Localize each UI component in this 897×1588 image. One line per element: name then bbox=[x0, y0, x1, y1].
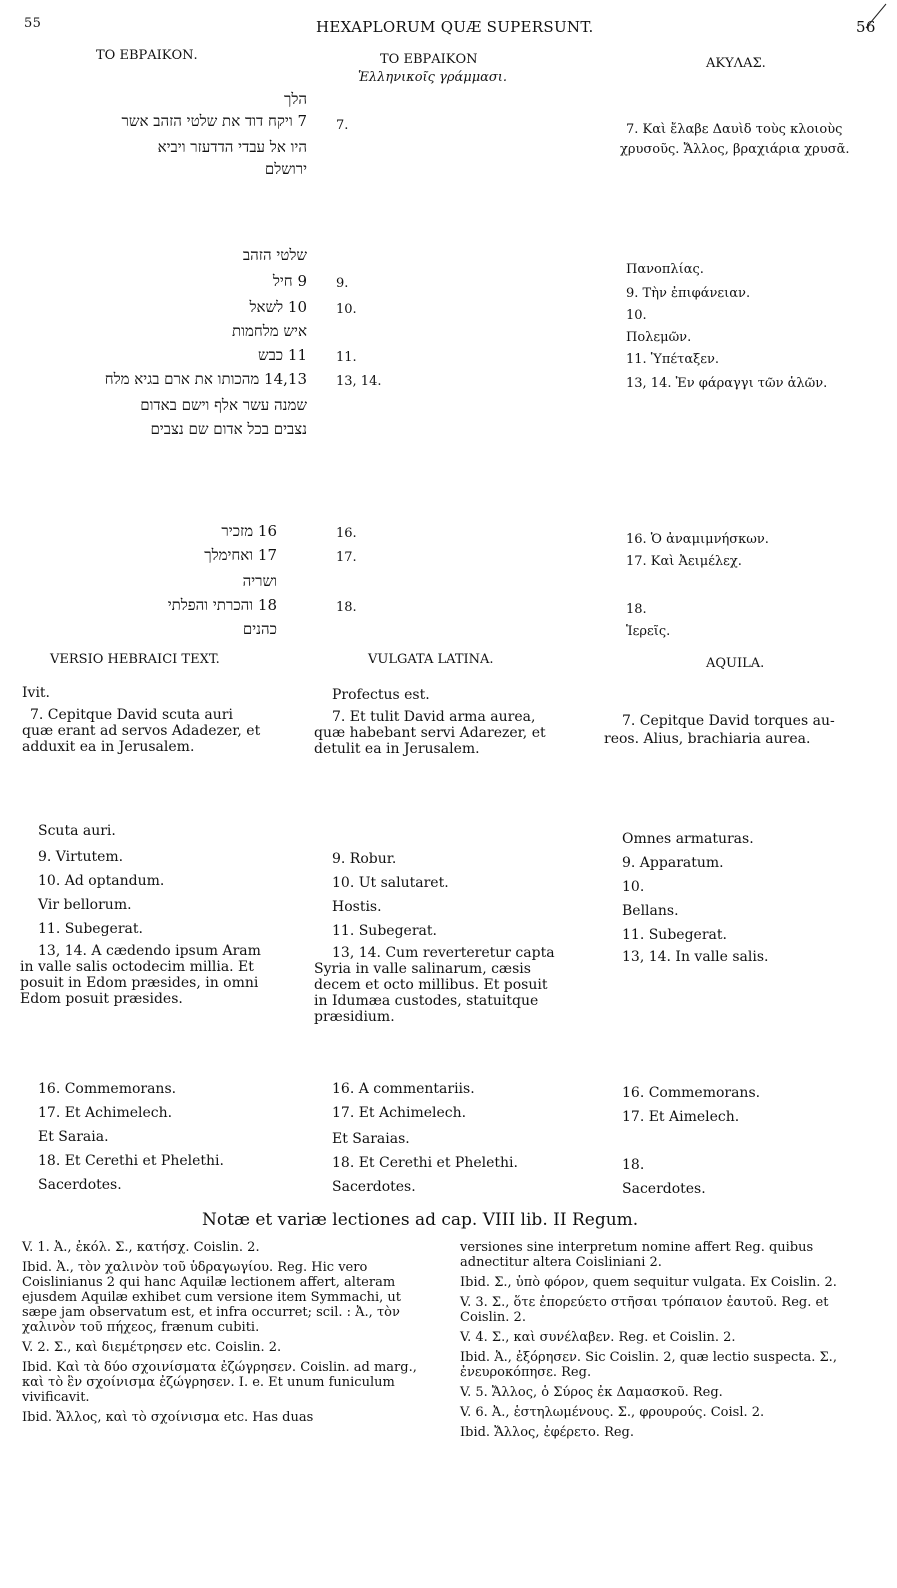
aquila-line: 9. Τὴν ἐπιφάνειαν. bbox=[626, 286, 751, 301]
latin-line: 9. Apparatum. bbox=[622, 855, 724, 871]
latin-line: 10. Ut salutaret. bbox=[332, 875, 449, 891]
note-paragraph: Ibid. Ἄλλος, ἐφέρετο. Reg. bbox=[460, 1425, 635, 1440]
aquila-line: χρυσοῦς. Ἄλλος, βραχιάρια χρυσᾶ. bbox=[620, 142, 850, 157]
latin-line: 18. Et Cerethi et Phelethi. bbox=[332, 1155, 518, 1171]
latin-line: 13, 14. Cum reverteretur capta bbox=[332, 945, 555, 961]
note-paragraph: Ibid. Ἀ., ἐξόρησεν. Sic Coislin. 2, quæ lectio suspecta. Σ., ἐνευροκόπησε. Reg. bbox=[460, 1350, 837, 1380]
note-paragraph: Ibid. Σ., ὑπὸ φόρον, quem sequitur vulgata. Ex Coislin. 2. bbox=[460, 1275, 837, 1290]
latin-line: quæ erant ad servos Adadezer, et bbox=[22, 723, 261, 739]
heading-vulgata: VULGATA LATINA. bbox=[368, 652, 494, 667]
aquila-line: 11. Ὑπέταξεν. bbox=[626, 352, 720, 367]
latin-line: 11. Subegerat. bbox=[622, 927, 727, 943]
aquila-line: Πανοπλίας. bbox=[626, 262, 704, 277]
aquila-line: 7. Καὶ ἔλαβε Δαυὶδ τοὺς κλοιοὺς bbox=[626, 122, 843, 137]
heading-hebrew-greek: ΤΟ ΕΒΡΑΙΚΟΝ bbox=[380, 52, 478, 67]
latin-line: 17. Et Achimelech. bbox=[38, 1105, 173, 1121]
latin-line: 11. Subegerat. bbox=[332, 923, 437, 939]
note-paragraph: V. 1. Ἀ., ἐκόλ. Σ., κατήσχ. Coislin. 2. bbox=[22, 1240, 260, 1255]
latin-line: 10. Ad optandum. bbox=[38, 873, 165, 889]
latin-line: 7. Cepitque David scuta auri bbox=[30, 707, 233, 723]
hebrew-line: ושריה bbox=[242, 572, 277, 590]
note-paragraph: V. 6. Ἀ., ἑστηλωμένους. Σ., φρουρούς. Coisl. 2. bbox=[460, 1405, 765, 1420]
hebrew-line: נצבים בכל אדום שם נצבים bbox=[150, 420, 307, 438]
note-paragraph: V. 2. Σ., καὶ διεμέτρησεν etc. Coislin. 2. bbox=[22, 1340, 282, 1355]
notes-title: Notæ et variæ lectiones ad cap. VIII lib. II Regum. bbox=[202, 1210, 639, 1230]
latin-line: 11. Subegerat. bbox=[38, 921, 143, 937]
hebrew-line: 11 כבש bbox=[257, 346, 307, 364]
aquila-line: Πολεμῶν. bbox=[626, 330, 692, 345]
heading-aquila-latin: AQUILA. bbox=[706, 656, 765, 671]
verse-number: 18. bbox=[336, 600, 357, 615]
verse-number: 13, 14. bbox=[336, 374, 382, 389]
latin-line: 9. Robur. bbox=[332, 851, 397, 867]
latin-line: adduxit ea in Jerusalem. bbox=[22, 739, 195, 755]
latin-line: Et Saraias. bbox=[332, 1131, 410, 1147]
latin-line: Et Saraia. bbox=[38, 1129, 109, 1145]
latin-line: in Idumæa custodes, statuitque bbox=[314, 993, 539, 1009]
hebrew-line: 10 לשאל bbox=[249, 298, 307, 316]
note-paragraph: Ibid. Καὶ τὰ δύο σχοινίσματα ἐζώγρησεν. Coislin. ad marg., καὶ τὸ ἓν σχοίνισμα ἐζώγρησεν. I. e. Et unum funiculum vivificavit. bbox=[22, 1360, 417, 1405]
aquila-line: 16. Ὁ ἀναμιμνήσκων. bbox=[626, 532, 769, 547]
hebrew-line: שמנה עשר אלף וישם באדום bbox=[140, 396, 307, 414]
note-paragraph: Ibid. Ἄλλος, καὶ τὸ σχοίνισμα etc. Has duas bbox=[22, 1410, 314, 1425]
note-paragraph: versiones sine interpretum nomine affert Reg. quibus adnectitur altera Coisliniani 2. bbox=[460, 1240, 814, 1270]
hebrew-line: איש מלחמות bbox=[232, 322, 307, 340]
latin-line: Sacerdotes. bbox=[38, 1177, 122, 1193]
verse-number: 16. bbox=[336, 526, 357, 541]
latin-line: præsidium. bbox=[314, 1009, 395, 1025]
latin-line: detulit ea in Jerusalem. bbox=[314, 741, 480, 757]
latin-line: Profectus est. bbox=[332, 687, 430, 703]
latin-line: 17. Et Achimelech. bbox=[332, 1105, 467, 1121]
verse-number: 17. bbox=[336, 550, 357, 565]
hebrew-line: כהנים bbox=[242, 620, 277, 638]
latin-line: 13, 14. In valle salis. bbox=[622, 949, 769, 965]
notes-right-column bbox=[460, 1240, 880, 1445]
hebrew-line: 17 ואחימלך bbox=[204, 546, 277, 564]
latin-line: Scuta auri. bbox=[38, 823, 116, 839]
latin-line: 17. Et Aimelech. bbox=[622, 1109, 740, 1125]
latin-line: in valle salis octodecim millia. Et bbox=[20, 959, 254, 975]
latin-line: Vir bellorum. bbox=[38, 897, 132, 913]
latin-line: Edom posuit præsides. bbox=[20, 991, 183, 1007]
latin-line: 7. Et tulit David arma aurea, bbox=[332, 709, 536, 725]
latin-line: Bellans. bbox=[622, 903, 679, 919]
heading-aquila-greek: ΑΚΥΛΑΣ. bbox=[706, 56, 766, 71]
hebrew-line: 16 מזכיר bbox=[221, 522, 277, 540]
note-paragraph: V. 4. Σ., καὶ συνέλαβεν. Reg. et Coislin. 2. bbox=[460, 1330, 736, 1345]
latin-line: 18. bbox=[622, 1157, 645, 1173]
hebrew-line: שלטי הזהב bbox=[242, 246, 307, 264]
latin-line: Hostis. bbox=[332, 899, 382, 915]
aquila-line: 17. Καὶ Ἀειμέλεχ. bbox=[626, 554, 742, 569]
verse-number: 7. bbox=[336, 118, 349, 133]
aquila-line: Ἱερεῖς. bbox=[626, 624, 671, 639]
latin-line: 13, 14. A cædendo ipsum Aram bbox=[38, 943, 261, 959]
hebrew-line: 18 והכרתי והפלתי bbox=[167, 596, 277, 614]
notes-left-column bbox=[22, 1240, 438, 1430]
latin-line: reos. Alius, brachiaria aurea. bbox=[604, 731, 811, 747]
corner-mark bbox=[862, 2, 890, 32]
aquila-line: 10. bbox=[626, 308, 647, 323]
latin-line: posuit in Edom præsides, in omni bbox=[20, 975, 259, 991]
heading-hebrew-text: ΤΟ ΕΒΡΑΙΚΟΝ. bbox=[96, 48, 198, 63]
hebrew-line: הלך bbox=[283, 90, 307, 108]
heading-hebrew-greek-sub: Ἑλληνικοῖς γράμμασι. bbox=[358, 70, 508, 85]
latin-line: 16. Commemorans. bbox=[622, 1085, 761, 1101]
hebrew-line: 7 ויקח דוד את שלטי הזהב אשר bbox=[121, 112, 307, 130]
hebrew-line: 9 חיל bbox=[272, 272, 307, 290]
latin-line: Sacerdotes. bbox=[622, 1181, 706, 1197]
heading-versio-hebraici: VERSIO HEBRAICI TEXT. bbox=[50, 652, 220, 667]
note-paragraph: V. 3. Σ., ὅτε ἐπορεύετο στῆσαι τρόπαιον ἑαυτοῦ. Reg. et Coislin. 2. bbox=[460, 1295, 829, 1325]
latin-line: quæ habebant servi Adarezer, et bbox=[314, 725, 546, 741]
latin-line: 9. Virtutem. bbox=[38, 849, 124, 865]
verse-number: 10. bbox=[336, 302, 357, 317]
latin-line: decem et octo millibus. Et posuit bbox=[314, 977, 548, 993]
running-title: HEXAPLORUM QUÆ SUPERSUNT. bbox=[316, 18, 594, 36]
page-number-left: 55 bbox=[24, 16, 42, 31]
note-paragraph: V. 5. Ἄλλος, ὁ Σύρος ἐκ Δαμασκοῦ. Reg. bbox=[460, 1385, 723, 1400]
latin-line: Syria in valle salinarum, cæsis bbox=[314, 961, 531, 977]
latin-line: 16. Commemorans. bbox=[38, 1081, 177, 1097]
latin-line: 10. bbox=[622, 879, 645, 895]
aquila-line: 18. bbox=[626, 602, 647, 617]
latin-line: Sacerdotes. bbox=[332, 1179, 416, 1195]
hebrew-line: היו אל עבדי הדדעזר ויביא bbox=[157, 138, 307, 156]
aquila-line: 13, 14. Ἐν φάραγγι τῶν ἁλῶν. bbox=[626, 376, 828, 391]
page-number-right: 56 bbox=[856, 18, 876, 36]
hebrew-line: 14,13 מהכותו את ארם בגיא מלח bbox=[104, 370, 307, 388]
latin-line: 18. Et Cerethi et Phelethi. bbox=[38, 1153, 224, 1169]
verse-number: 11. bbox=[336, 350, 357, 365]
latin-line: Omnes armaturas. bbox=[622, 831, 754, 847]
note-paragraph: Ibid. Ἀ., τὸν χαλινὸν τοῦ ὑδραγωγίου. Reg. Hic vero Coislinianus 2 qui hanc Aquilæ lectionem affert, alteram ejusdem Aquilæ exhibet cum versione item Symmachi, ut sæpe jam observatum est, et infra occurret; scil. : Ἀ., τὸν χαλινὸν τοῦ πήχεος, frænum cubiti. bbox=[22, 1260, 401, 1335]
verse-number: 9. bbox=[336, 276, 349, 291]
latin-line: 7. Cepitque David torques au- bbox=[622, 713, 835, 729]
latin-line: Ivit. bbox=[22, 685, 50, 701]
hebrew-line: ירושלם bbox=[264, 160, 307, 178]
latin-line: 16. A commentariis. bbox=[332, 1081, 475, 1097]
